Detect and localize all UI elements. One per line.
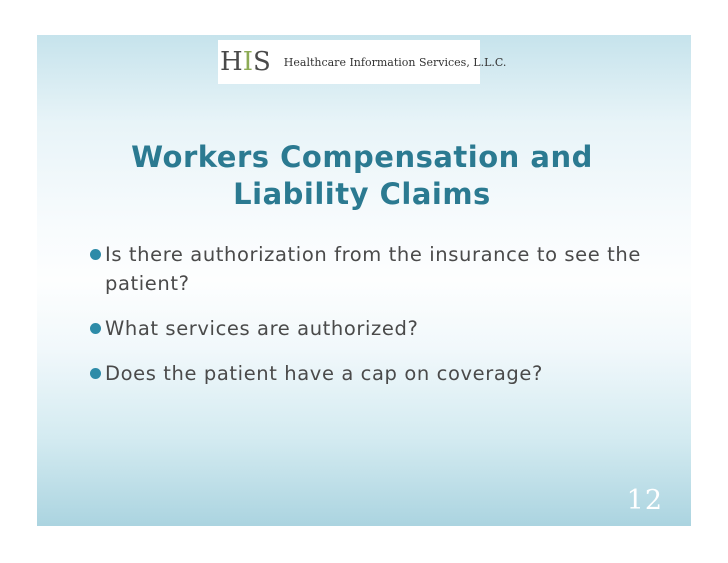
- bullet-text: Is there authorization from the insurance to see the patient?: [105, 243, 641, 295]
- bullet-dot-icon: [90, 368, 101, 379]
- logo-company-name: Healthcare Information Services, L.L.C.: [283, 55, 507, 69]
- bullet-text: What services are authorized?: [105, 317, 419, 340]
- bullet-item: [37, 240, 657, 298]
- slide-title-line-1: Workers Compensation and: [131, 140, 593, 174]
- bullet-dot-icon: [90, 249, 101, 260]
- logo-mark-i: I: [242, 47, 253, 77]
- bullet-item: [37, 359, 657, 388]
- company-logo: [218, 40, 507, 84]
- bullet-item: [37, 314, 657, 343]
- logo-mark-h: H: [220, 47, 243, 77]
- slide-title-line-2: Liability Claims: [233, 177, 491, 211]
- logo-mark: [220, 49, 271, 75]
- bullet-list: [37, 240, 657, 404]
- slide-number: 12: [626, 485, 663, 516]
- slide-title: [97, 139, 627, 213]
- slide: [37, 35, 691, 526]
- logo-mark-s: S: [252, 47, 271, 77]
- bullet-dot-icon: [90, 323, 101, 334]
- bullet-text: Does the patient have a cap on coverage?: [105, 362, 543, 385]
